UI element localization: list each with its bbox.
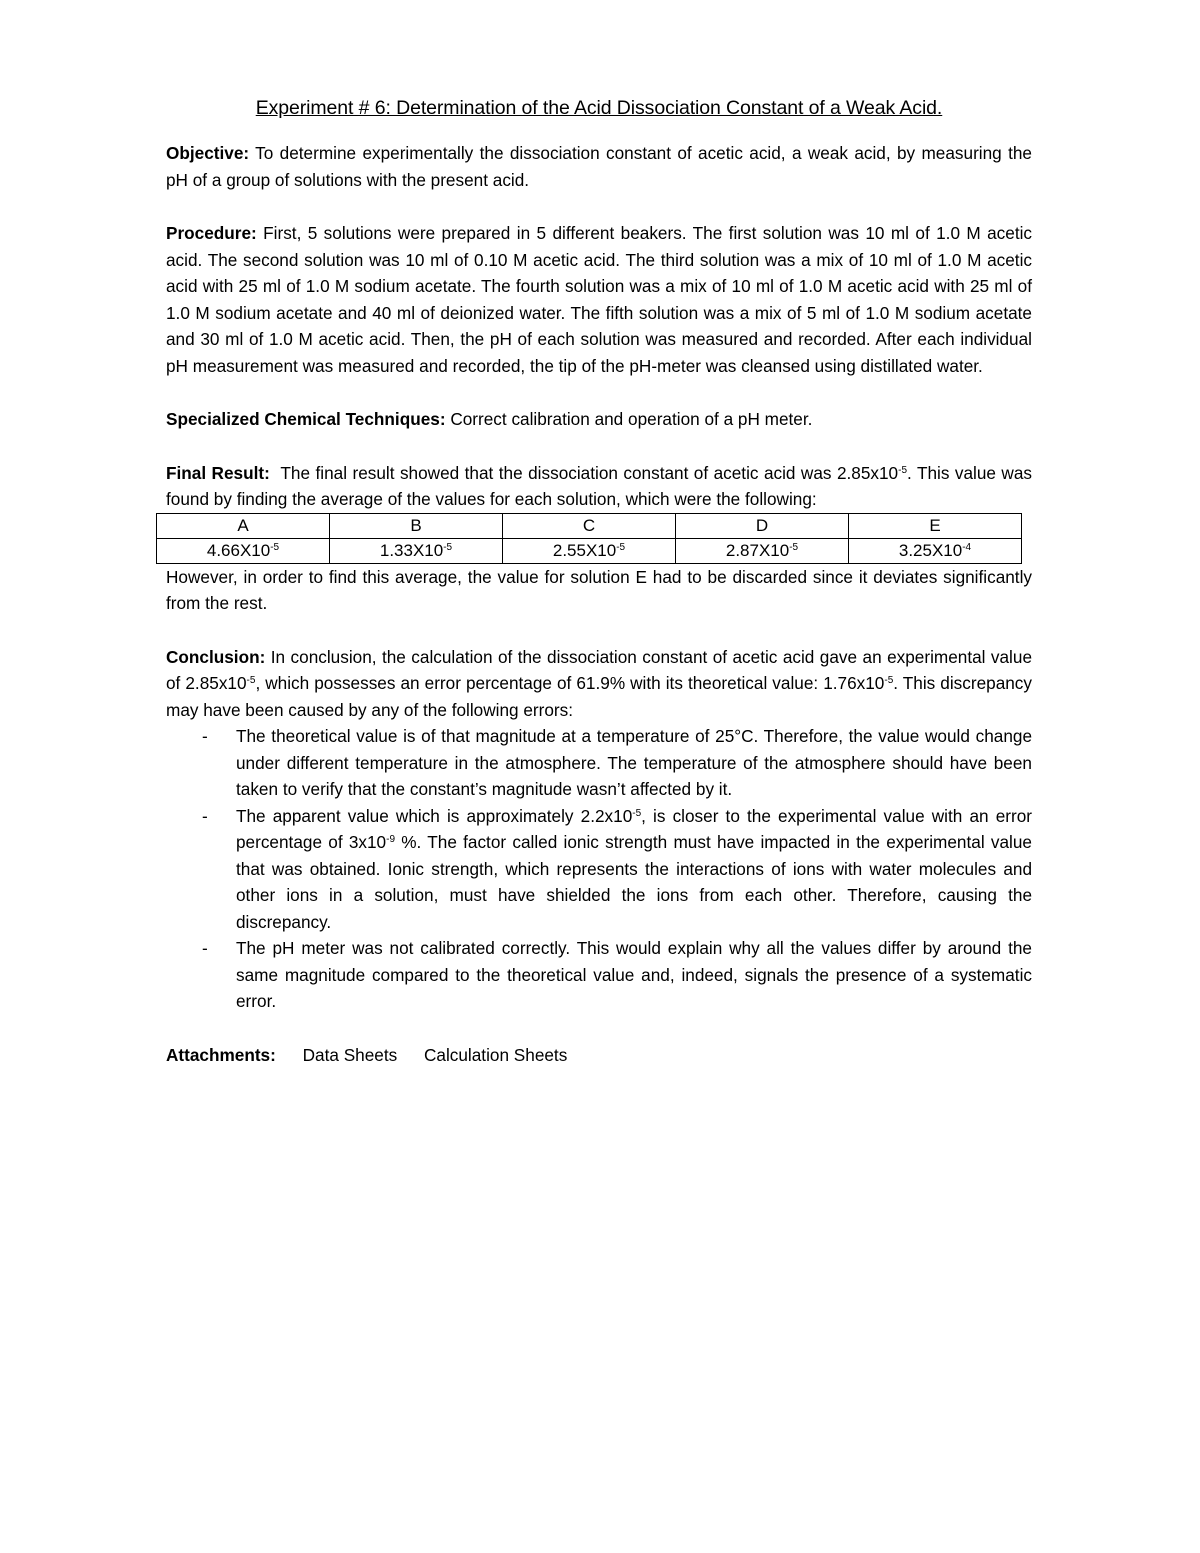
final-result-text-after: . This value was found by finding the average of the values for each solution, which were the following: — [166, 462, 1032, 509]
table-value-cell: $3.25X10^{-4}$ — [849, 538, 1022, 563]
attachments-paragraph — [166, 1042, 1032, 1069]
final-result-note: However, in order to find this average, the value for solution E had to be discarded since it deviates significantly from the rest. — [166, 566, 1032, 613]
table-header-cell: C — [503, 513, 676, 538]
table-value-cell: $2.55X10^{-5}$ — [503, 538, 676, 563]
attachments-label: Attachments: — [166, 1044, 276, 1065]
final-result-exponent: -5 — [898, 464, 908, 476]
error-list — [166, 723, 1032, 1015]
table-value-cell: $4.66X10^{-5}$ — [157, 538, 330, 563]
table-header-cell: B — [330, 513, 503, 538]
table-row — [157, 538, 1022, 563]
procedure-paragraph — [166, 220, 1032, 379]
table-value-cell: $1.33X10^{-5}$ — [330, 538, 503, 563]
page-title: Experiment # 6: Determination of the Acid Dissociation Constant of a Weak Acid. — [255, 97, 943, 119]
techniques-label: Specialized Chemical Techniques: — [166, 409, 446, 429]
techniques-paragraph — [166, 406, 1032, 433]
list-dash: - — [202, 726, 208, 746]
table-header-cell: A — [157, 513, 330, 538]
list-item: - The apparent value which is approximately $2.2x10^{-5}$, is closer to the experimental value with an error percentage of $3x10^{-9}$ %. The factor called ionic strength must have impacted in the experimental value that was obtained. Ionic strength, which represents the interactions of ions with water molecules and other ions in a solution, must have shielded the ions from each other. Therefore, causing the discrepancy. — [166, 803, 1032, 936]
list-item: - The pH meter was not calibrated correctly. This would explain why all the values differ by around the same magnitude compared to the theoretical value and, indeed, signals the presence of a systematic error. — [166, 935, 1032, 1015]
table-value-cell: $2.87X10^{-5}$ — [676, 538, 849, 563]
attachment-data-sheets: Data Sheets — [302, 1044, 398, 1065]
document-body — [166, 94, 1032, 1068]
procedure-label: Procedure: — [166, 223, 257, 243]
table-header-cell: D — [676, 513, 849, 538]
objective-label: Objective: — [166, 143, 250, 163]
dissociation-constants-table — [156, 513, 1022, 564]
final-result-label: Final Result: — [166, 462, 270, 483]
list-item: - The theoretical value is of that magnitude at a temperature of 25°C. Therefore, the value would change under different temperature in the atmosphere. The temperature of the atmosphere should have been taken to verify that the constant’s magnitude wasn’t affected by it. — [166, 723, 1032, 803]
table-header-row — [157, 513, 1022, 538]
final-result-text: The final result showed that the dissociation constant of acetic acid was 2.85x10 — [280, 462, 899, 483]
conclusion-label: Conclusion: — [166, 646, 266, 667]
conclusion-paragraph: Conclusion: In conclusion, the calculation of the dissociation constant of acetic acid gave an experimental value of $2.85x10^{-5}$, which possesses an error percentage of 61.9% with its theoretical value: $1.76x10^{-5}$. This discrepancy may have been caused by any of the following errors: — [166, 646, 1032, 720]
objective-text: To determine experimentally the dissociation constant of acetic acid, a weak acid, by measuring the pH of a group of solutions with the present acid. — [166, 143, 1032, 190]
attachment-calculation-sheets: Calculation Sheets — [423, 1044, 568, 1065]
procedure-text: First, 5 solutions were prepared in 5 different beakers. The first solution was 10 ml of 1.0 M acetic acid. The second solution was 10 ml of 0.10 M acetic acid. The third solution was a mix of 10 ml of 1.0 M acetic acid with 25 ml of 1.0 M sodium acetate. The fourth solution was a mix of 10 ml of 1.0 M acetic acid with 25 ml of 1.0 M sodium acetate and 40 ml of deionized water. The fifth solution was a mix of 5 ml of 1.0 M sodium acetate and 30 ml of 1.0 M acetic acid. Then, the pH of each solution was measured and recorded. After each individual pH measurement was measured and recorded, the tip of the pH-meter was cleansed using distillated water. — [166, 223, 1033, 376]
final-result-paragraph — [166, 460, 1032, 513]
table-header-cell: E — [849, 513, 1022, 538]
objective-paragraph — [166, 140, 1032, 193]
techniques-text: Correct calibration and operation of a pH meter. — [450, 409, 813, 429]
list-dash: - — [202, 938, 208, 958]
list-dash: - — [202, 805, 208, 826]
